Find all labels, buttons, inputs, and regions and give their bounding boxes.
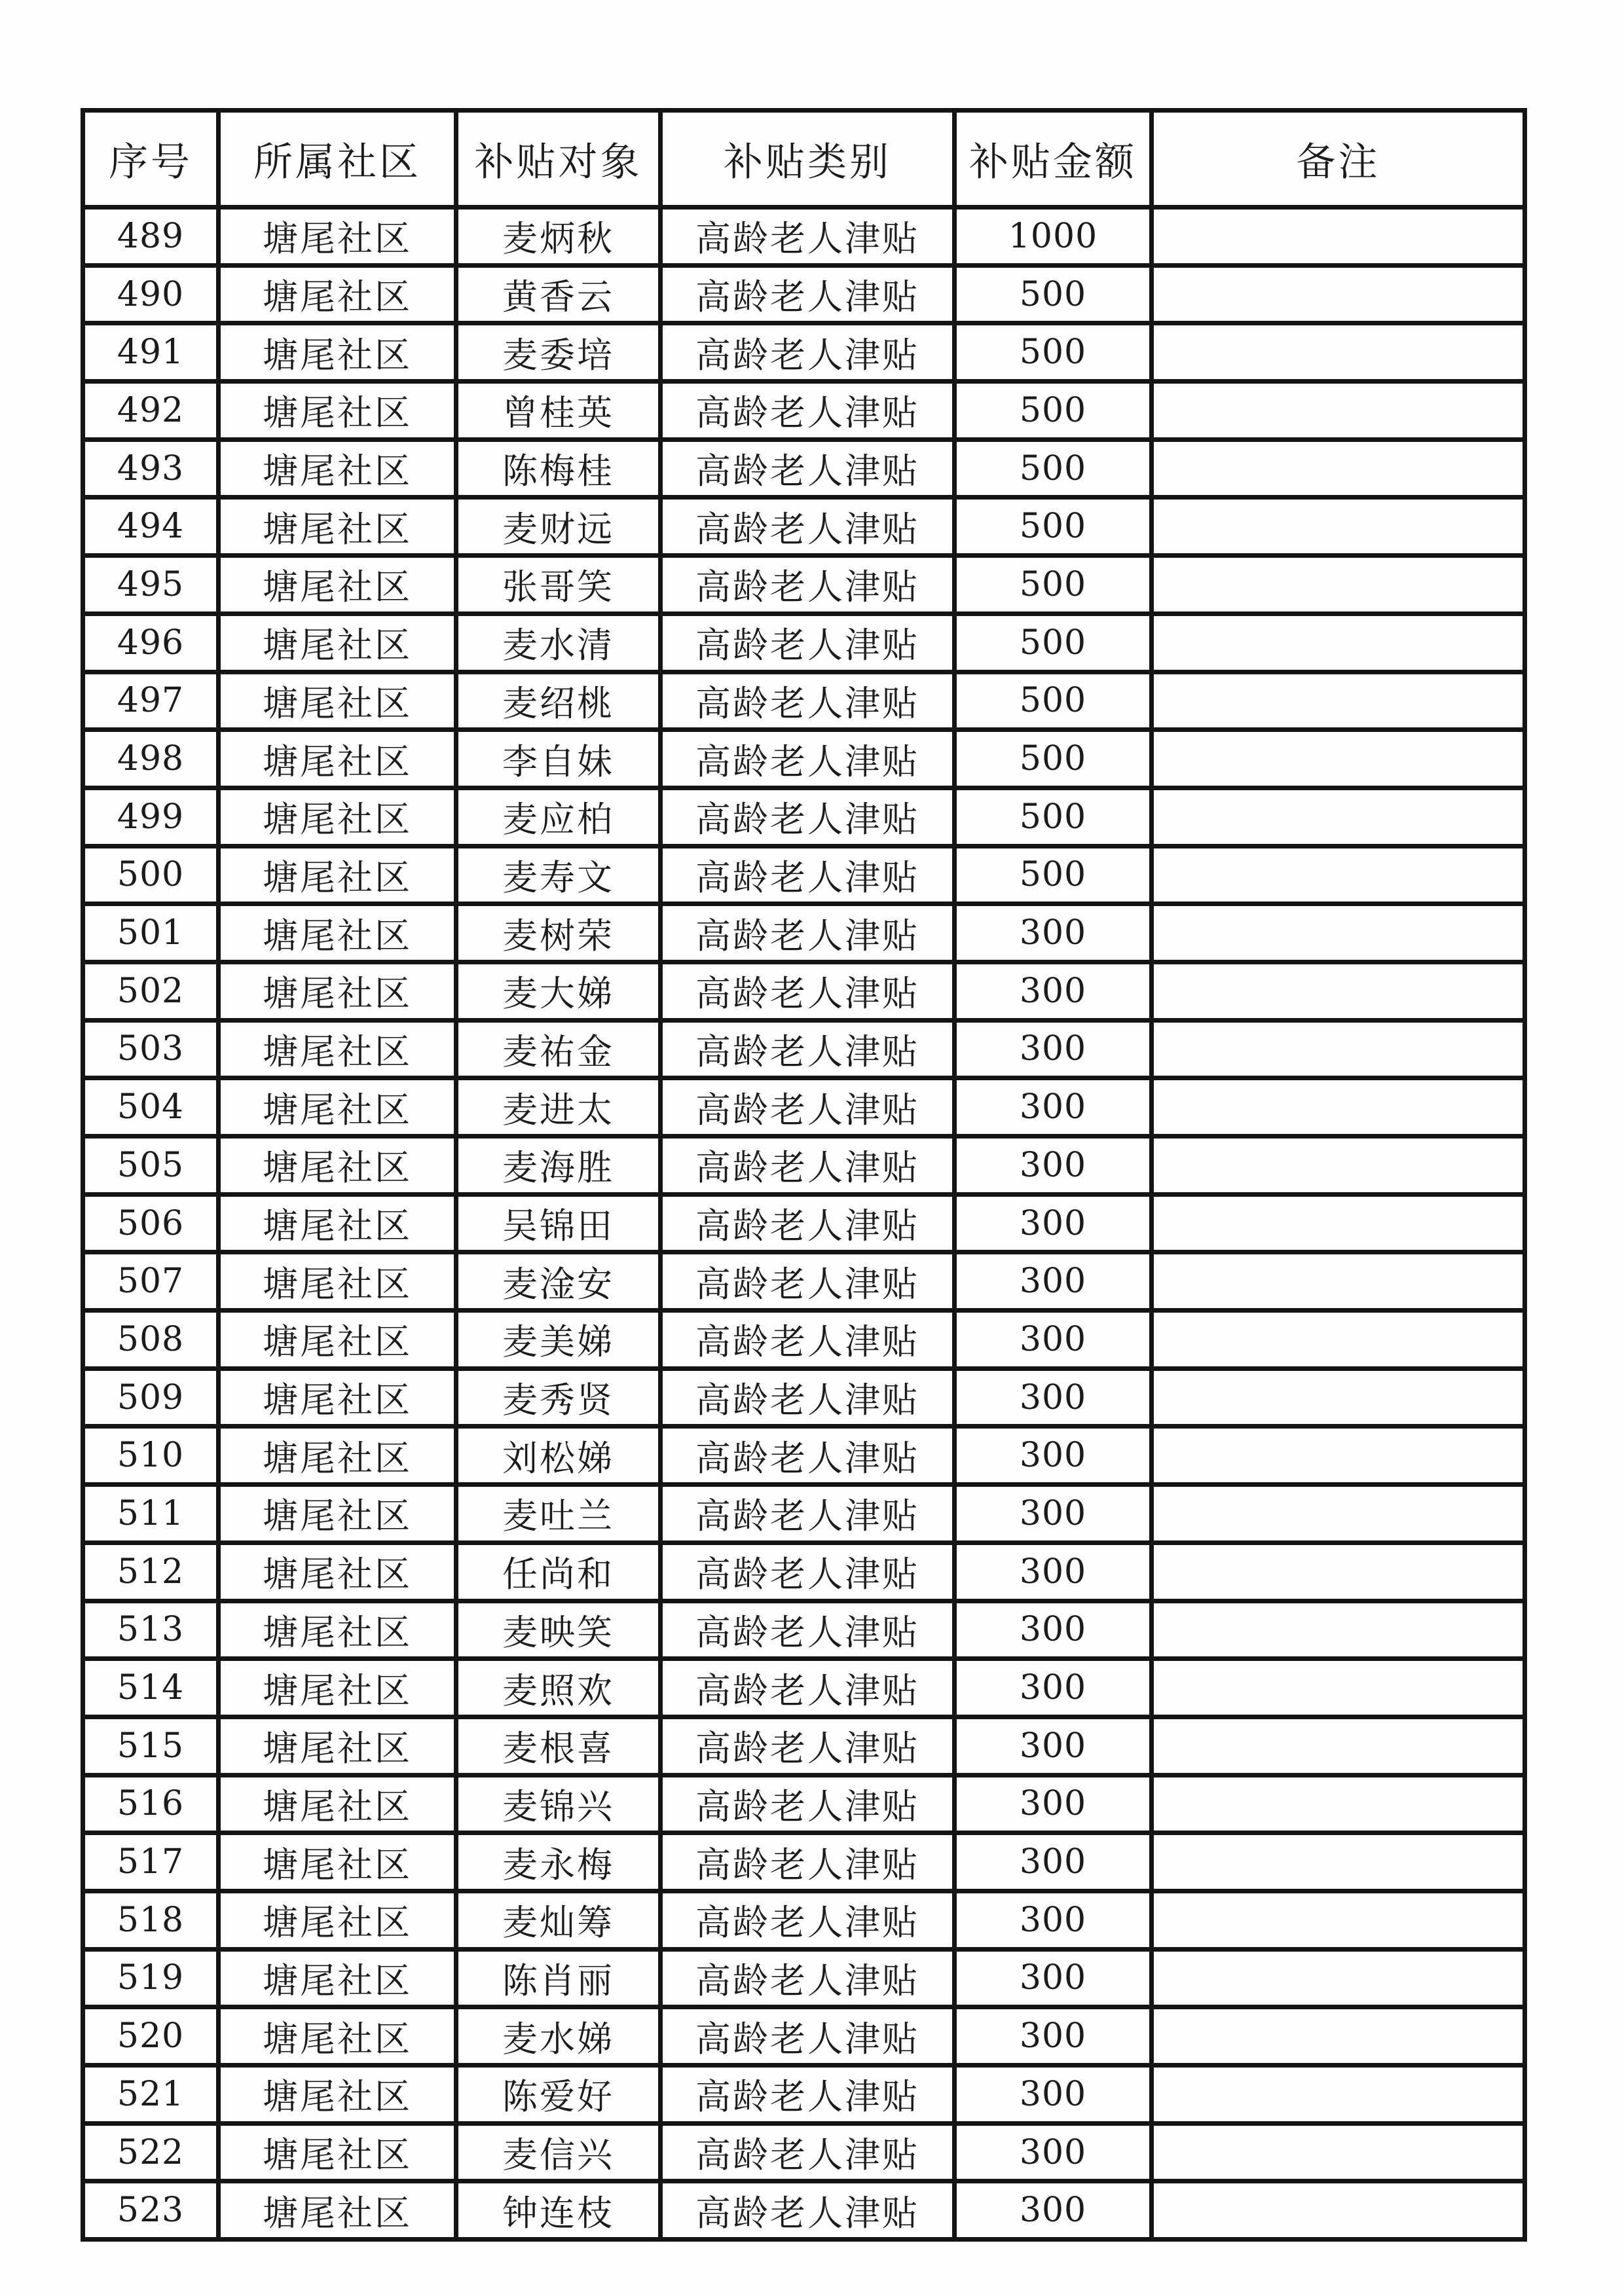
table-row (83, 1311, 1525, 1369)
cell-recipient: 麦灿筹 (456, 1891, 661, 1949)
cell-recipient: 麦财远 (456, 498, 661, 556)
cell-category: 高龄老人津贴 (661, 613, 955, 672)
cell-category: 高龄老人津贴 (661, 1020, 955, 1078)
cell-index: 505 (83, 1137, 219, 1195)
cell-index: 517 (83, 1833, 219, 1891)
cell-community: 塘尾社区 (219, 1717, 456, 1775)
cell-recipient: 麦吐兰 (456, 1485, 661, 1543)
table-row (83, 1659, 1525, 1717)
table-row (83, 439, 1525, 498)
cell-index: 506 (83, 1194, 219, 1252)
header-cell-note: 备注 (1152, 111, 1525, 208)
header-cell-community: 所属社区 (219, 111, 456, 208)
cell-category: 高龄老人津贴 (661, 846, 955, 904)
cell-note (1152, 1949, 1525, 2007)
header-cell-amount: 补贴金额 (955, 111, 1152, 208)
cell-index: 496 (83, 613, 219, 672)
cell-amount: 300 (955, 962, 1152, 1020)
cell-community: 塘尾社区 (219, 1949, 456, 2007)
cell-recipient: 麦进太 (456, 1078, 661, 1137)
cell-amount: 300 (955, 1485, 1152, 1543)
cell-index: 523 (83, 2181, 219, 2240)
cell-amount: 300 (955, 1427, 1152, 1485)
cell-category: 高龄老人津贴 (661, 1078, 955, 1137)
table-row (83, 962, 1525, 1020)
cell-community: 塘尾社区 (219, 208, 456, 266)
cell-recipient: 陈梅桂 (456, 439, 661, 498)
table-row (83, 613, 1525, 672)
cell-recipient: 陈爱好 (456, 2066, 661, 2124)
cell-note (1152, 439, 1525, 498)
cell-recipient: 麦映笑 (456, 1601, 661, 1659)
cell-index: 511 (83, 1485, 219, 1543)
cell-note (1152, 1427, 1525, 1485)
cell-category: 高龄老人津贴 (661, 1542, 955, 1601)
cell-amount: 300 (955, 1659, 1152, 1717)
cell-index: 502 (83, 962, 219, 1020)
cell-community: 塘尾社区 (219, 2181, 456, 2240)
table-row (83, 672, 1525, 730)
cell-recipient: 陈肖丽 (456, 1949, 661, 2007)
cell-note (1152, 265, 1525, 323)
cell-note (1152, 1659, 1525, 1717)
cell-index: 522 (83, 2123, 219, 2181)
cell-community: 塘尾社区 (219, 846, 456, 904)
cell-amount: 300 (955, 1542, 1152, 1601)
cell-amount: 300 (955, 2123, 1152, 2181)
cell-index: 510 (83, 1427, 219, 1485)
table-row (83, 1601, 1525, 1659)
cell-note (1152, 498, 1525, 556)
cell-note (1152, 2123, 1525, 2181)
table-row (83, 1252, 1525, 1311)
table-row (83, 1020, 1525, 1078)
cell-amount: 300 (955, 1137, 1152, 1195)
cell-community: 塘尾社区 (219, 1194, 456, 1252)
cell-amount: 300 (955, 1833, 1152, 1891)
cell-index: 490 (83, 265, 219, 323)
cell-community: 塘尾社区 (219, 498, 456, 556)
cell-note (1152, 613, 1525, 672)
cell-recipient: 麦祐金 (456, 1020, 661, 1078)
cell-note (1152, 846, 1525, 904)
table-row (83, 730, 1525, 788)
cell-note (1152, 2007, 1525, 2066)
table-row (83, 1833, 1525, 1891)
cell-index: 498 (83, 730, 219, 788)
cell-note (1152, 1020, 1525, 1078)
cell-note (1152, 1368, 1525, 1427)
cell-category: 高龄老人津贴 (661, 730, 955, 788)
cell-note (1152, 382, 1525, 440)
table-row (83, 1485, 1525, 1543)
cell-category: 高龄老人津贴 (661, 1427, 955, 1485)
cell-note (1152, 1485, 1525, 1543)
cell-note (1152, 904, 1525, 962)
cell-note (1152, 323, 1525, 382)
cell-category: 高龄老人津贴 (661, 2181, 955, 2240)
table-row (83, 904, 1525, 962)
cell-category: 高龄老人津贴 (661, 1717, 955, 1775)
cell-index: 512 (83, 1542, 219, 1601)
cell-recipient: 黄香云 (456, 265, 661, 323)
cell-amount: 1000 (955, 208, 1152, 266)
cell-note (1152, 1717, 1525, 1775)
cell-category: 高龄老人津贴 (661, 962, 955, 1020)
cell-community: 塘尾社区 (219, 1485, 456, 1543)
cell-community: 塘尾社区 (219, 323, 456, 382)
cell-amount: 300 (955, 1194, 1152, 1252)
cell-community: 塘尾社区 (219, 904, 456, 962)
cell-note (1152, 962, 1525, 1020)
cell-note (1152, 1252, 1525, 1311)
cell-community: 塘尾社区 (219, 2066, 456, 2124)
cell-index: 509 (83, 1368, 219, 1427)
cell-amount: 500 (955, 265, 1152, 323)
cell-category: 高龄老人津贴 (661, 1252, 955, 1311)
cell-recipient: 麦海胜 (456, 1137, 661, 1195)
cell-index: 499 (83, 788, 219, 846)
cell-community: 塘尾社区 (219, 1542, 456, 1601)
table-row (83, 1078, 1525, 1137)
cell-index: 514 (83, 1659, 219, 1717)
table-row (83, 846, 1525, 904)
cell-community: 塘尾社区 (219, 962, 456, 1020)
cell-amount: 500 (955, 323, 1152, 382)
cell-community: 塘尾社区 (219, 1891, 456, 1949)
table-row (83, 208, 1525, 266)
table-row (83, 1427, 1525, 1485)
cell-amount: 300 (955, 1078, 1152, 1137)
cell-recipient: 麦应柏 (456, 788, 661, 846)
cell-amount: 300 (955, 2066, 1152, 2124)
cell-index: 491 (83, 323, 219, 382)
cell-index: 500 (83, 846, 219, 904)
subsidy-table (81, 108, 1527, 2242)
cell-recipient: 麦炳秋 (456, 208, 661, 266)
cell-amount: 500 (955, 846, 1152, 904)
cell-index: 515 (83, 1717, 219, 1775)
cell-recipient: 麦大娣 (456, 962, 661, 1020)
table-row (83, 1137, 1525, 1195)
cell-category: 高龄老人津贴 (661, 323, 955, 382)
table-row (83, 1775, 1525, 1833)
cell-note (1152, 672, 1525, 730)
cell-note (1152, 1078, 1525, 1137)
cell-amount: 500 (955, 556, 1152, 614)
cell-category: 高龄老人津贴 (661, 1833, 955, 1891)
cell-recipient: 李自妹 (456, 730, 661, 788)
cell-note (1152, 1775, 1525, 1833)
cell-index: 507 (83, 1252, 219, 1311)
cell-category: 高龄老人津贴 (661, 2007, 955, 2066)
cell-recipient: 麦根喜 (456, 1717, 661, 1775)
cell-index: 497 (83, 672, 219, 730)
cell-community: 塘尾社区 (219, 439, 456, 498)
cell-recipient: 麦照欢 (456, 1659, 661, 1717)
cell-amount: 300 (955, 2181, 1152, 2240)
cell-note (1152, 2066, 1525, 2124)
cell-recipient: 麦水娣 (456, 2007, 661, 2066)
cell-category: 高龄老人津贴 (661, 1949, 955, 2007)
cell-recipient: 钟连枝 (456, 2181, 661, 2240)
cell-category: 高龄老人津贴 (661, 1137, 955, 1195)
cell-category: 高龄老人津贴 (661, 2123, 955, 2181)
cell-category: 高龄老人津贴 (661, 1485, 955, 1543)
table-row (83, 1194, 1525, 1252)
cell-community: 塘尾社区 (219, 382, 456, 440)
cell-index: 521 (83, 2066, 219, 2124)
table-body (83, 208, 1525, 2240)
cell-index: 508 (83, 1311, 219, 1369)
table-row (83, 265, 1525, 323)
cell-community: 塘尾社区 (219, 1020, 456, 1078)
table-row (83, 1542, 1525, 1601)
cell-index: 503 (83, 1020, 219, 1078)
cell-amount: 500 (955, 672, 1152, 730)
header-cell-index: 序号 (83, 111, 219, 208)
cell-recipient: 任尚和 (456, 1542, 661, 1601)
cell-note (1152, 788, 1525, 846)
cell-amount: 300 (955, 1717, 1152, 1775)
cell-note (1152, 1601, 1525, 1659)
cell-category: 高龄老人津贴 (661, 672, 955, 730)
cell-recipient: 麦永梅 (456, 1833, 661, 1891)
table-row (83, 2007, 1525, 2066)
table-row (83, 382, 1525, 440)
cell-amount: 500 (955, 382, 1152, 440)
cell-recipient: 麦水清 (456, 613, 661, 672)
cell-community: 塘尾社区 (219, 556, 456, 614)
cell-community: 塘尾社区 (219, 1601, 456, 1659)
cell-category: 高龄老人津贴 (661, 1775, 955, 1833)
header-row (83, 111, 1525, 208)
header-cell-recipient: 补贴对象 (456, 111, 661, 208)
cell-category: 高龄老人津贴 (661, 556, 955, 614)
table-row (83, 2181, 1525, 2240)
table-row (83, 788, 1525, 846)
table-row (83, 1717, 1525, 1775)
cell-category: 高龄老人津贴 (661, 265, 955, 323)
cell-note (1152, 556, 1525, 614)
cell-index: 504 (83, 1078, 219, 1137)
cell-recipient: 麦树荣 (456, 904, 661, 962)
cell-index: 519 (83, 1949, 219, 2007)
cell-community: 塘尾社区 (219, 1311, 456, 1369)
cell-amount: 300 (955, 1775, 1152, 1833)
cell-amount: 300 (955, 1311, 1152, 1369)
cell-recipient: 曾桂英 (456, 382, 661, 440)
cell-category: 高龄老人津贴 (661, 904, 955, 962)
cell-category: 高龄老人津贴 (661, 208, 955, 266)
cell-amount: 300 (955, 1368, 1152, 1427)
cell-category: 高龄老人津贴 (661, 439, 955, 498)
cell-recipient: 麦锦兴 (456, 1775, 661, 1833)
cell-recipient: 张哥笑 (456, 556, 661, 614)
cell-recipient: 麦委培 (456, 323, 661, 382)
cell-index: 492 (83, 382, 219, 440)
cell-category: 高龄老人津贴 (661, 1891, 955, 1949)
cell-amount: 300 (955, 1949, 1152, 2007)
table-row (83, 1368, 1525, 1427)
table-row (83, 323, 1525, 382)
cell-recipient: 麦信兴 (456, 2123, 661, 2181)
cell-community: 塘尾社区 (219, 2123, 456, 2181)
table-row (83, 1891, 1525, 1949)
cell-note (1152, 1311, 1525, 1369)
cell-amount: 500 (955, 613, 1152, 672)
cell-index: 518 (83, 1891, 219, 1949)
table-row (83, 2123, 1525, 2181)
cell-amount: 500 (955, 730, 1152, 788)
cell-note (1152, 208, 1525, 266)
cell-index: 493 (83, 439, 219, 498)
table-row (83, 1949, 1525, 2007)
cell-amount: 300 (955, 1891, 1152, 1949)
cell-community: 塘尾社区 (219, 613, 456, 672)
cell-community: 塘尾社区 (219, 1833, 456, 1891)
cell-community: 塘尾社区 (219, 1137, 456, 1195)
cell-index: 489 (83, 208, 219, 266)
cell-amount: 500 (955, 498, 1152, 556)
cell-note (1152, 1891, 1525, 1949)
cell-community: 塘尾社区 (219, 1368, 456, 1427)
cell-amount: 500 (955, 788, 1152, 846)
cell-community: 塘尾社区 (219, 1427, 456, 1485)
cell-community: 塘尾社区 (219, 1775, 456, 1833)
cell-recipient: 刘松娣 (456, 1427, 661, 1485)
cell-category: 高龄老人津贴 (661, 1601, 955, 1659)
cell-amount: 300 (955, 904, 1152, 962)
cell-category: 高龄老人津贴 (661, 1659, 955, 1717)
cell-category: 高龄老人津贴 (661, 788, 955, 846)
cell-category: 高龄老人津贴 (661, 1368, 955, 1427)
cell-community: 塘尾社区 (219, 1078, 456, 1137)
cell-amount: 300 (955, 1252, 1152, 1311)
table-row (83, 556, 1525, 614)
cell-community: 塘尾社区 (219, 788, 456, 846)
cell-community: 塘尾社区 (219, 730, 456, 788)
cell-note (1152, 2181, 1525, 2240)
cell-community: 塘尾社区 (219, 1659, 456, 1717)
cell-community: 塘尾社区 (219, 1252, 456, 1311)
cell-recipient: 麦绍桃 (456, 672, 661, 730)
cell-category: 高龄老人津贴 (661, 1194, 955, 1252)
cell-recipient: 吴锦田 (456, 1194, 661, 1252)
cell-amount: 300 (955, 2007, 1152, 2066)
cell-category: 高龄老人津贴 (661, 498, 955, 556)
header-cell-category: 补贴类别 (661, 111, 955, 208)
cell-recipient: 麦淦安 (456, 1252, 661, 1311)
cell-amount: 500 (955, 439, 1152, 498)
cell-community: 塘尾社区 (219, 672, 456, 730)
cell-note (1152, 730, 1525, 788)
cell-index: 501 (83, 904, 219, 962)
cell-recipient: 麦秀贤 (456, 1368, 661, 1427)
table-row (83, 498, 1525, 556)
cell-index: 513 (83, 1601, 219, 1659)
cell-note (1152, 1542, 1525, 1601)
table-row (83, 2066, 1525, 2124)
cell-note (1152, 1833, 1525, 1891)
cell-category: 高龄老人津贴 (661, 382, 955, 440)
cell-note (1152, 1137, 1525, 1195)
cell-index: 516 (83, 1775, 219, 1833)
cell-amount: 300 (955, 1020, 1152, 1078)
cell-recipient: 麦寿文 (456, 846, 661, 904)
cell-community: 塘尾社区 (219, 265, 456, 323)
cell-category: 高龄老人津贴 (661, 2066, 955, 2124)
cell-amount: 300 (955, 1601, 1152, 1659)
cell-category: 高龄老人津贴 (661, 1311, 955, 1369)
cell-recipient: 麦美娣 (456, 1311, 661, 1369)
cell-note (1152, 1194, 1525, 1252)
cell-index: 520 (83, 2007, 219, 2066)
cell-community: 塘尾社区 (219, 2007, 456, 2066)
cell-index: 495 (83, 556, 219, 614)
cell-index: 494 (83, 498, 219, 556)
